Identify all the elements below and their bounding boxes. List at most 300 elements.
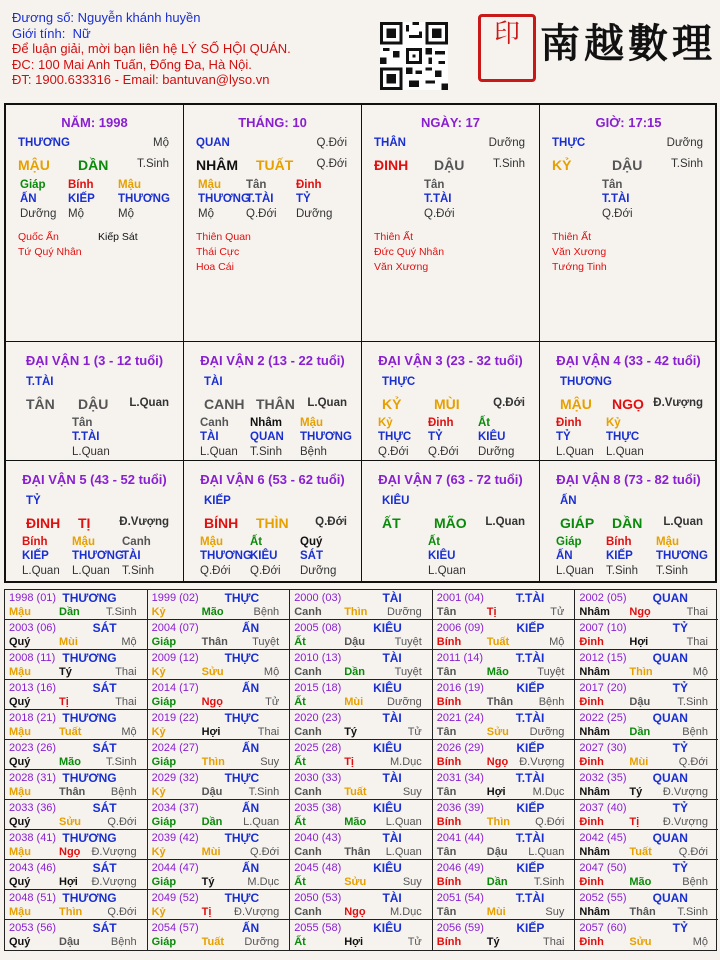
year-label: 2032 (35) <box>579 772 627 784</box>
year-stem: Ất <box>294 936 306 948</box>
year-branch: Dần <box>486 876 508 888</box>
year-branch: Ngọ <box>486 756 509 768</box>
year-state: Bệnh <box>110 936 137 948</box>
year-stem: Nhâm <box>579 726 610 738</box>
dai-van-title: ĐẠI VẬN 2 (13 - 22 tuổi) <box>200 353 345 368</box>
year-god: ẤN <box>241 921 260 935</box>
year-state: Tử <box>265 696 280 708</box>
year-branch: Tuất <box>59 726 82 738</box>
year-cell <box>5 590 148 620</box>
year-stem: Tân <box>436 726 457 738</box>
year-label: 2022 (25) <box>579 712 627 724</box>
year-stem: Nhâm <box>579 846 610 858</box>
dai-van-cell <box>540 461 717 583</box>
year-stem: Giáp <box>151 696 177 708</box>
dai-van-title: ĐẠI VẬN 7 (63 - 72 tuổi) <box>378 472 523 487</box>
hidden-stem: Đinh <box>556 417 582 429</box>
hidden-state: Q.Đới <box>424 208 455 220</box>
year-god: QUAN <box>652 891 688 905</box>
earthly-branch: DẬU <box>612 157 643 173</box>
year-god: TỶ <box>672 921 688 935</box>
year-cell <box>290 800 433 830</box>
year-state: L.Quan <box>243 816 280 828</box>
hidden-stem: Bính <box>606 536 632 548</box>
year-cell <box>575 890 718 920</box>
year-state: Thai <box>686 606 708 618</box>
year-cell <box>575 680 718 710</box>
year-state: Thai <box>542 936 565 948</box>
year-cell <box>433 710 576 740</box>
hidden-stem: Tân <box>424 179 445 191</box>
year-state: Mộ <box>549 636 565 648</box>
hidden-state: T.Sinh <box>122 565 154 577</box>
hidden-stem: Mậu <box>200 536 223 548</box>
dai-van-cell <box>362 461 540 583</box>
year-branch: Dậu <box>486 846 508 858</box>
hidden-god: T.TÀI <box>424 193 452 205</box>
pillar-cell <box>540 105 717 342</box>
star-name: Đức Quý Nhân <box>374 246 445 258</box>
year-label: 2018 (21) <box>9 712 57 724</box>
year-cell <box>290 590 433 620</box>
pillar-god: THỰC <box>552 137 586 149</box>
hidden-state: Q.Đới <box>250 565 281 577</box>
dai-van-state: L.Quan <box>663 516 703 528</box>
year-state: Thai <box>686 636 708 648</box>
year-stem: Bính <box>436 756 462 768</box>
year-label: 2000 (03) <box>294 592 342 604</box>
year-stem: Đinh <box>579 816 604 828</box>
pillar-god: THƯƠNG <box>18 137 70 149</box>
year-branch: Hợi <box>59 876 78 888</box>
pillar-title: NĂM: 1998 <box>61 115 128 130</box>
year-stem: Kỷ <box>151 666 166 678</box>
heavenly-stem: ĐINH <box>374 157 409 173</box>
year-state: Đ.Vượng <box>91 846 137 858</box>
year-stem: Tân <box>436 906 457 918</box>
dai-van-cell <box>184 461 362 583</box>
year-branch: Ngọ <box>344 906 366 918</box>
hidden-god: KIÊU <box>478 431 506 443</box>
year-label: 2029 (32) <box>151 772 199 784</box>
year-label: 2020 (23) <box>294 712 342 724</box>
dai-van-state: L.Quan <box>307 397 347 409</box>
year-god: TÀI <box>382 891 402 905</box>
star-name: Thiên Quan <box>196 231 251 243</box>
year-god: TÀI <box>382 771 402 785</box>
hidden-god: THỰC <box>606 431 640 443</box>
year-state: T.Sinh <box>248 786 280 798</box>
year-branch: Sửu <box>201 666 224 678</box>
dai-van-branch: MÙI <box>434 396 460 412</box>
year-branch: Sửu <box>344 876 367 888</box>
year-god: THỰC <box>224 891 260 905</box>
year-label: 2026 (29) <box>436 742 484 754</box>
hidden-state: Q.Đới <box>602 208 633 220</box>
year-label: 2054 (57) <box>151 922 199 934</box>
year-label: 1998 (01) <box>9 592 57 604</box>
year-state: Bệnh <box>682 726 708 738</box>
year-label: 2051 (54) <box>436 892 484 904</box>
year-label: 2017 (20) <box>579 682 627 694</box>
pillar-state-top: Dưỡng <box>488 137 525 149</box>
year-stem: Quý <box>9 696 31 708</box>
year-state: Tuyệt <box>537 666 565 678</box>
year-branch: Mùi <box>486 906 506 918</box>
year-god: QUAN <box>652 651 688 665</box>
year-branch: Dần <box>629 726 651 738</box>
year-stem: Ất <box>294 636 306 648</box>
hidden-stem: Đinh <box>428 417 454 429</box>
year-cell <box>433 620 576 650</box>
year-branch: Tý <box>201 876 215 888</box>
hidden-stem: Tân <box>602 179 623 191</box>
address: ĐC: 100 Mai Anh Tuấn, Đống Đa, Hà Nội. <box>12 56 252 72</box>
hidden-state: T.Sinh <box>250 446 282 458</box>
year-god: ẤN <box>241 801 260 815</box>
year-label: 2014 (17) <box>151 682 199 694</box>
year-branch: Tý <box>629 786 643 798</box>
hidden-state: L.Quan <box>556 565 594 577</box>
year-stem: Mậu <box>9 786 31 798</box>
hidden-god: QUAN <box>250 431 284 443</box>
year-god: TỶ <box>672 741 688 755</box>
year-branch: Mão <box>201 606 224 618</box>
dai-van-stem: TÂN <box>26 396 55 412</box>
year-stem: Kỷ <box>151 906 166 918</box>
dai-van-cell <box>6 461 184 583</box>
year-stem: Mậu <box>9 906 31 918</box>
hidden-god: TỶ <box>296 193 311 205</box>
year-state: Dưỡng <box>387 696 422 708</box>
year-state: Q.Đới <box>678 846 708 858</box>
heavenly-stem: NHÂM <box>196 157 238 173</box>
pillar-god: QUAN <box>196 137 230 149</box>
year-state: Mộ <box>692 666 708 678</box>
year-stem: Quý <box>9 936 31 948</box>
year-state: Tuyệt <box>394 636 422 648</box>
year-branch: Ngọ <box>59 846 81 858</box>
year-label: 2037 (40) <box>579 802 627 814</box>
dai-van-god: TỶ <box>26 495 41 507</box>
year-branch: Thìn <box>201 756 225 768</box>
hidden-god: KIẾP <box>68 193 95 205</box>
year-state: Đ.Vượng <box>91 876 137 888</box>
chart-grid <box>4 103 717 583</box>
year-label: 2004 (07) <box>151 622 199 634</box>
year-branch: Thìn <box>486 816 511 828</box>
year-label: 2052 (55) <box>579 892 627 904</box>
hidden-stem: Ất <box>478 417 491 429</box>
hidden-state: L.Quan <box>72 565 110 577</box>
year-god: KIẾP <box>516 801 545 815</box>
year-god: TÀI <box>382 711 402 725</box>
year-god: T.TÀI <box>515 891 545 905</box>
year-god: QUAN <box>652 711 688 725</box>
year-god: SÁT <box>92 861 117 875</box>
hidden-stem: Mậu <box>198 179 221 191</box>
year-god: TỶ <box>672 681 688 695</box>
year-label: 2007 (10) <box>579 622 627 634</box>
year-branch: Dần <box>59 606 80 618</box>
star-name: Văn Xương <box>374 261 429 273</box>
year-state: T.Sinh <box>677 696 708 708</box>
year-label: 2046 (49) <box>436 862 484 874</box>
year-state: L.Quan <box>385 816 422 828</box>
hidden-state: Q.Đới <box>428 446 459 458</box>
hidden-state: L.Quan <box>22 565 60 577</box>
year-label: 2012 (15) <box>579 652 627 664</box>
year-state: Dưỡng <box>529 726 565 738</box>
heavenly-stem: KỶ <box>552 157 572 173</box>
year-cell <box>5 770 148 800</box>
year-branch: Thân <box>486 696 514 708</box>
hidden-stem: Nhâm <box>250 417 282 429</box>
year-branch: Dần <box>344 666 365 678</box>
dai-van-stem: KỶ <box>382 396 402 412</box>
year-cell <box>433 680 576 710</box>
year-state: L.Quan <box>528 846 565 858</box>
hidden-stem: Giáp <box>556 536 582 548</box>
hidden-state: Mộ <box>198 208 214 220</box>
hidden-god: ẤN <box>556 550 573 562</box>
year-stem: Ất <box>294 756 306 768</box>
year-label: 2055 (58) <box>294 922 342 934</box>
year-branch: Thân <box>201 636 228 648</box>
year-cell <box>575 740 718 770</box>
hidden-stem: Bính <box>68 179 94 191</box>
pillar-state: T.Sinh <box>137 158 169 170</box>
year-god: TỶ <box>672 621 688 635</box>
year-god: KIÊU <box>373 741 402 755</box>
dai-van-branch: THÂN <box>256 396 295 412</box>
hidden-state: Mộ <box>68 208 84 220</box>
pillar-title: GIỜ: 17:15 <box>595 115 662 130</box>
year-label: 2015 (18) <box>294 682 342 694</box>
year-god: THƯƠNG <box>62 831 117 845</box>
year-god: SÁT <box>92 921 117 935</box>
year-stem: Nhâm <box>579 606 610 618</box>
year-stem: Kỷ <box>151 606 166 618</box>
year-label: 2030 (33) <box>294 772 342 784</box>
year-state: Suy <box>402 786 422 798</box>
year-state: T.Sinh <box>106 606 137 618</box>
year-stem: Mậu <box>9 666 31 678</box>
year-state: Thai <box>115 696 137 708</box>
year-label: 2047 (50) <box>579 862 627 874</box>
dai-van-state: Đ.Vượng <box>653 397 703 409</box>
pillar-state-top: Mộ <box>153 137 169 149</box>
year-branch: Mão <box>629 876 652 888</box>
year-god: THỰC <box>224 771 260 785</box>
year-label: 1999 (02) <box>151 592 199 604</box>
year-god: SÁT <box>92 621 117 635</box>
hidden-state: L.Quan <box>72 446 110 458</box>
year-stem: Bính <box>436 876 462 888</box>
year-branch: Sửu <box>486 726 509 738</box>
dai-van-god: T.TÀI <box>26 376 54 388</box>
year-branch: Ngọ <box>201 696 223 708</box>
hidden-stem: Mậu <box>656 536 679 548</box>
year-cell <box>5 740 148 770</box>
year-god: T.TÀI <box>515 831 545 845</box>
year-cell <box>575 860 718 890</box>
year-stem: Mậu <box>9 726 31 738</box>
dai-van-god: KIẾP <box>204 495 231 507</box>
year-cell <box>290 650 433 680</box>
pillar-cell <box>6 105 184 342</box>
heavenly-stem: MẬU <box>18 157 50 173</box>
year-stem: Nhâm <box>579 906 610 918</box>
year-god: KIÊU <box>373 621 402 635</box>
year-label: 2043 (46) <box>9 862 57 874</box>
dai-van-title: ĐẠI VẬN 3 (23 - 32 tuổi) <box>378 353 523 368</box>
year-god: KIÊU <box>373 921 402 935</box>
year-branch: Hợi <box>201 726 221 738</box>
year-branch: Dậu <box>201 786 223 798</box>
year-stem: Nhâm <box>579 786 610 798</box>
year-god: KIẾP <box>516 621 545 635</box>
year-state: Bệnh <box>682 876 708 888</box>
hidden-state: Q.Đới <box>378 446 409 458</box>
year-stem: Nhâm <box>579 666 610 678</box>
year-stem: Ất <box>294 876 306 888</box>
year-label: 2036 (39) <box>436 802 484 814</box>
year-god: THƯƠNG <box>62 891 117 905</box>
year-branch: Tị <box>344 756 354 768</box>
year-cell <box>290 740 433 770</box>
star-name: Kiếp Sát <box>98 231 138 243</box>
year-god: THƯƠNG <box>62 591 117 605</box>
dai-van-branch: THÌN <box>256 515 289 531</box>
year-state: Tuyệt <box>252 636 280 648</box>
hidden-god: TÀI <box>122 550 141 562</box>
dai-van-stem: BÍNH <box>204 515 239 531</box>
year-god: T.TÀI <box>515 711 545 725</box>
dai-van-stem: GIÁP <box>560 515 595 531</box>
year-state: M.Dục <box>247 876 280 888</box>
year-god: SÁT <box>92 801 117 815</box>
year-state: Bệnh <box>110 786 137 798</box>
year-state: Thai <box>115 666 137 678</box>
year-stem: Ất <box>294 816 306 828</box>
year-branch: Dậu <box>629 696 651 708</box>
year-cell <box>433 830 576 860</box>
year-cell <box>148 710 291 740</box>
year-state: Mộ <box>121 726 137 738</box>
hidden-god: KIẾP <box>22 550 49 562</box>
year-cell <box>433 770 576 800</box>
year-god: KIẾP <box>516 921 545 935</box>
hidden-god: KIÊU <box>428 550 456 562</box>
year-stem: Giáp <box>151 876 177 888</box>
year-cell <box>290 830 433 860</box>
year-branch: Mùi <box>629 756 649 768</box>
hidden-state: Dưỡng <box>478 446 515 458</box>
year-label: 2027 (30) <box>579 742 627 754</box>
dai-van-god: THƯƠNG <box>560 376 612 388</box>
hidden-state: L.Quan <box>200 446 238 458</box>
dai-van-branch: DẦN <box>612 515 643 531</box>
hidden-stem: Tân <box>246 179 267 191</box>
hidden-stem: Kỷ <box>378 417 393 429</box>
pillar-state: Q.Đới <box>316 158 347 170</box>
year-label: 2016 (19) <box>436 682 484 694</box>
year-stem: Quý <box>9 636 31 648</box>
dai-van-title: ĐẠI VẬN 6 (53 - 62 tuổi) <box>200 472 345 487</box>
year-god: T.TÀI <box>515 651 545 665</box>
year-cell <box>290 680 433 710</box>
phone-email: ĐT: 1900.633316 - Email: bantuvan@lyso.vn <box>12 72 270 87</box>
year-god: TÀI <box>382 591 402 605</box>
pillar-state: T.Sinh <box>671 158 703 170</box>
pillar-state-top: Dưỡng <box>666 137 703 149</box>
hidden-god: THƯƠNG <box>72 550 124 562</box>
year-label: 2001 (04) <box>436 592 484 604</box>
year-stem: Bính <box>436 816 462 828</box>
year-stem: Bính <box>436 936 462 948</box>
dai-van-title: ĐẠI VẬN 8 (73 - 82 tuổi) <box>556 472 701 487</box>
year-label: 2048 (51) <box>9 892 57 904</box>
year-state: Tử <box>550 606 565 618</box>
year-label: 2025 (28) <box>294 742 342 754</box>
year-stem: Canh <box>294 846 322 858</box>
year-cell <box>5 680 148 710</box>
year-cell <box>290 890 433 920</box>
year-branch: Tị <box>629 816 640 828</box>
year-stem: Quý <box>9 876 31 888</box>
year-stem: Giáp <box>151 756 177 768</box>
year-god: ẤN <box>241 621 260 635</box>
year-cell <box>433 860 576 890</box>
pillar-cell <box>362 105 540 342</box>
year-label: 2049 (52) <box>151 892 199 904</box>
year-god: QUAN <box>652 831 688 845</box>
year-label: 2011 (14) <box>436 652 484 664</box>
year-cell <box>148 680 291 710</box>
year-god: THỰC <box>224 831 260 845</box>
year-stem: Canh <box>294 906 322 918</box>
red-seal-stamp: 印 <box>478 14 536 82</box>
hidden-god: SÁT <box>300 550 323 562</box>
year-label: 2031 (34) <box>436 772 484 784</box>
year-label: 2057 (60) <box>579 922 627 934</box>
year-state: L.Quan <box>385 846 422 858</box>
dai-van-cell <box>6 342 184 461</box>
year-stem: Tân <box>436 606 457 618</box>
hidden-god: THỰC <box>378 431 412 443</box>
year-label: 2009 (12) <box>151 652 199 664</box>
dai-van-title: ĐẠI VẬN 5 (43 - 52 tuổi) <box>22 472 167 487</box>
year-state: Mộ <box>121 636 137 648</box>
year-god: SÁT <box>92 741 117 755</box>
hidden-stem: Canh <box>122 536 151 548</box>
pillar-god: THÂN <box>374 137 406 149</box>
dai-van-god: KIÊU <box>382 495 410 507</box>
year-state: Đ.Vượng <box>662 816 708 828</box>
dai-van-cell <box>540 342 717 461</box>
year-cell <box>433 740 576 770</box>
pillar-title: NGÀY: 17 <box>421 115 480 130</box>
dai-van-title: ĐẠI VẬN 4 (33 - 42 tuổi) <box>556 353 701 368</box>
year-cell <box>148 770 291 800</box>
hidden-state: Dưỡng <box>300 565 337 577</box>
hidden-stem: Mậu <box>300 417 323 429</box>
year-cell <box>575 800 718 830</box>
year-god: TÀI <box>382 831 402 845</box>
year-label: 2045 (48) <box>294 862 342 874</box>
year-god: QUAN <box>652 771 688 785</box>
